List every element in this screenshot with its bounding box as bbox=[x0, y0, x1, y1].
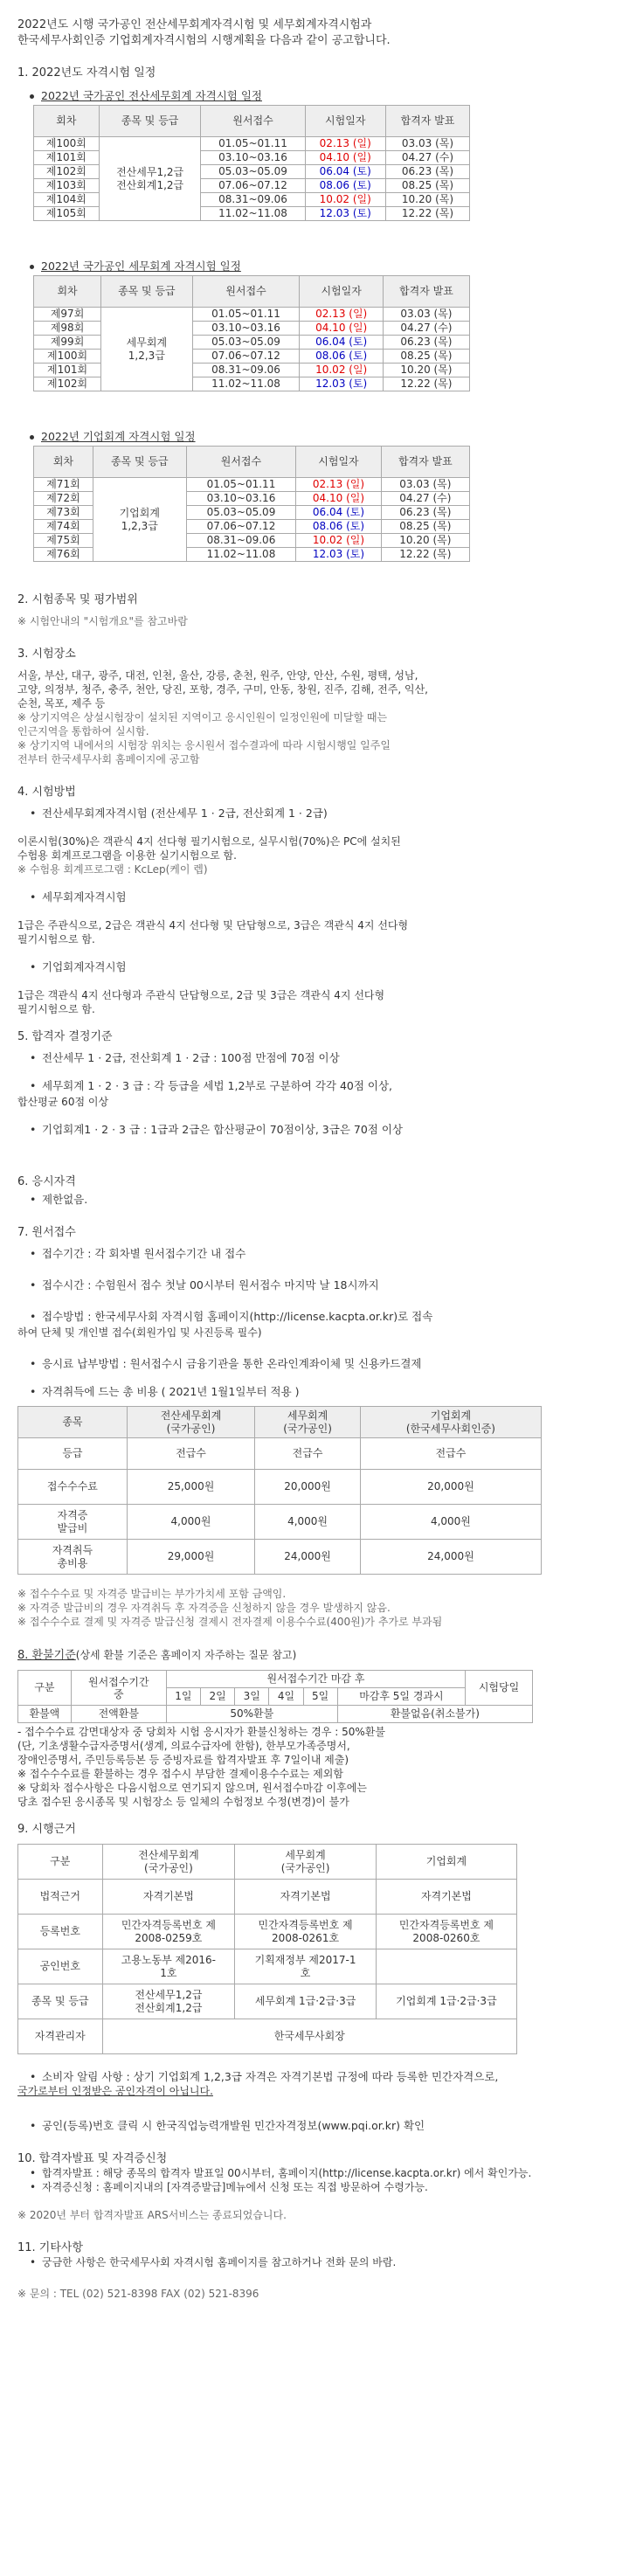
column-header: 합격자 발표 bbox=[383, 276, 469, 308]
bullet-item bbox=[30, 2119, 631, 2133]
apply-cell: 03.10~03.16 bbox=[201, 151, 305, 165]
bullet-continuation: 합산평균 60점 이상 bbox=[17, 1096, 109, 1108]
bullet-icon: • bbox=[30, 807, 37, 820]
grade-line: 1,2,3급 bbox=[128, 349, 165, 362]
round-cell: 제72회 bbox=[34, 492, 93, 506]
exam-date-cell: 04.10 (일) bbox=[305, 151, 385, 165]
paragraph-line: 수험용 회계프로그램을 이용한 실기시험으로 함. bbox=[17, 849, 237, 862]
location-note: ※ 상기지역 내에서의 시험장 위치는 응시원서 접수결과에 따라 시험시행일 일주일 bbox=[17, 739, 391, 751]
bullet-text: 접수방법 : 한국세무사회 자격시험 홈페이지(http://license.kacpta.or.kr)로 접속 bbox=[42, 1310, 433, 1323]
fee-cell: 20,000원 bbox=[360, 1470, 541, 1505]
round-cell: 제75회 bbox=[34, 534, 93, 548]
bullet-item bbox=[30, 807, 631, 821]
bullet-icon: • bbox=[30, 2119, 37, 2132]
column-header: 합격자 발표 bbox=[381, 447, 469, 478]
basis-header: 구분 bbox=[18, 1845, 103, 1880]
bullet-text: 공인(등록)번호 클릭 시 한국직업능력개발원 민간자격정보(www.pqi.or.kr) 확인 bbox=[42, 2119, 425, 2132]
schedule-table bbox=[33, 446, 470, 562]
exam-date-cell: 06.04 (토) bbox=[305, 165, 385, 179]
apply-cell: 07.06~07.12 bbox=[201, 179, 305, 193]
column-header: 시험일자 bbox=[305, 106, 385, 137]
fee-cell: 4,000원 bbox=[360, 1505, 541, 1540]
section-title bbox=[17, 1648, 631, 1663]
paragraph-line: 필기시험으로 함. bbox=[17, 933, 95, 945]
exam-locations bbox=[17, 668, 631, 766]
apply-cell: 01.05~01.11 bbox=[192, 308, 300, 322]
fee-cell: 접수수수료 bbox=[18, 1470, 128, 1505]
section-title: 9. 시행근거 bbox=[17, 1823, 76, 1836]
fee-cell: 등급 bbox=[18, 1438, 128, 1470]
basis-cell: 자격기본법 bbox=[376, 1880, 516, 1915]
bullet-text: 전산세무회계자격시험 (전산세무 1 · 2급, 전산회계 1 · 2급) bbox=[42, 807, 328, 820]
bullet-icon: • bbox=[30, 1385, 37, 1398]
basis-cell: 기업회계 1급·2급·3급 bbox=[376, 1984, 516, 2019]
refund-none: 환불없음(취소불가) bbox=[337, 1706, 532, 1723]
bullet-item bbox=[30, 1247, 631, 1261]
fee-cell: 25,000원 bbox=[127, 1470, 254, 1505]
schedule-table bbox=[33, 105, 470, 221]
bullet-icon: • bbox=[30, 1051, 37, 1064]
table-row bbox=[18, 1505, 542, 1540]
refund-header: 시험당일 bbox=[466, 1671, 533, 1706]
bullet-icon: • bbox=[30, 1357, 37, 1370]
result-cell: 08.25 (목) bbox=[383, 350, 469, 364]
bullet-icon: • bbox=[30, 1247, 37, 1260]
location-line: 서울, 부산, 대구, 광주, 대전, 인천, 울산, 강릉, 춘천, 원주, 안양, 안산, 수원, 평택, 성남, bbox=[17, 669, 418, 682]
exam-date-cell: 04.10 (일) bbox=[296, 492, 381, 506]
exam-date-cell: 12.03 (토) bbox=[296, 548, 381, 562]
bullet-continuation: 국가로부터 인정받은 공인자격이 아닙니다. bbox=[17, 2085, 213, 2097]
refund-half: 50%환불 bbox=[166, 1706, 337, 1723]
column-header: 종목 및 등급 bbox=[93, 447, 186, 478]
bullet-item bbox=[30, 1278, 631, 1292]
table-row bbox=[34, 364, 470, 377]
basis-header: 세무회계 (국가공인) bbox=[235, 1845, 377, 1880]
column-header: 원서접수 bbox=[201, 106, 305, 137]
apply-cell: 05.03~05.09 bbox=[201, 165, 305, 179]
fee-cell: 전급수 bbox=[255, 1438, 361, 1470]
basis-cell: 민간자격등록번호 제 2008-0260호 bbox=[376, 1915, 516, 1949]
refund-day: 5일 bbox=[303, 1688, 337, 1706]
result-cell: 06.23 (목) bbox=[385, 165, 469, 179]
result-cell: 10.20 (목) bbox=[381, 534, 469, 548]
exam-date-cell: 06.04 (토) bbox=[300, 336, 383, 350]
table-row bbox=[18, 2019, 517, 2054]
bullet-text: 접수기간 : 각 회차별 원서접수기간 내 접수 bbox=[42, 1247, 246, 1260]
exam-date-cell: 12.03 (토) bbox=[300, 377, 383, 391]
round-cell: 제104회 bbox=[34, 193, 100, 207]
column-header: 원서접수 bbox=[186, 447, 296, 478]
table-row bbox=[34, 336, 470, 350]
basis-cell: 자격관리자 bbox=[18, 2019, 103, 2054]
paragraph-line: 필기시험으로 함. bbox=[17, 1003, 95, 1015]
exam-date-cell: 02.13 (일) bbox=[296, 478, 381, 492]
bullet-icon bbox=[30, 435, 34, 440]
round-cell: 제102회 bbox=[34, 165, 100, 179]
result-cell: 06.23 (목) bbox=[381, 506, 469, 520]
refund-day: 3일 bbox=[235, 1688, 269, 1706]
schedule-title: 2022년 기업회계 자격시험 일정 bbox=[41, 430, 196, 443]
basis-cell bbox=[376, 1949, 516, 1984]
column-header: 종목 및 등급 bbox=[99, 106, 201, 137]
basis-cell: 자격기본법 bbox=[102, 1880, 235, 1915]
fee-note: ※ 접수수수료 결제 및 자격증 발급신청 결제시 전자결제 이용수수료(400원)가 추가로 부과됨 bbox=[17, 1616, 443, 1628]
basis-cell: 한국세무사회장 bbox=[102, 2019, 516, 2054]
apply-cell: 01.05~01.11 bbox=[201, 137, 305, 151]
notice-document bbox=[17, 17, 631, 2301]
section-title: 2. 시험종목 및 평가범위 bbox=[17, 593, 138, 606]
exam-date-cell: 10.02 (일) bbox=[296, 534, 381, 548]
column-header: 원서접수 bbox=[192, 276, 300, 308]
bullet-item bbox=[30, 1079, 631, 1093]
paragraph-note: ※ 수험용 회계프로그램 : KcLep(케이 렙) bbox=[17, 863, 208, 876]
grade-line: 세무회계 bbox=[126, 336, 168, 349]
refund-header: 원서접수기간 중 bbox=[71, 1671, 166, 1706]
result-cell: 10.20 (목) bbox=[383, 364, 469, 377]
bullet-icon: • bbox=[30, 1079, 37, 1092]
exam-date-cell: 04.10 (일) bbox=[300, 322, 383, 336]
basis-cell: 세무회계 1급·2급·3급 bbox=[235, 1984, 377, 2019]
basis-table bbox=[17, 1844, 517, 2054]
intro bbox=[17, 17, 631, 49]
column-header: 시험일자 bbox=[296, 447, 381, 478]
apply-cell: 11.02~11.08 bbox=[192, 377, 300, 391]
refund-note: (단, 기초생활수급자증명서(생계, 의료수급자에 한함), 한부모가족증명서, bbox=[17, 1740, 350, 1752]
result-cell: 08.25 (목) bbox=[381, 520, 469, 534]
bullet-icon: • bbox=[30, 2070, 37, 2083]
section-title: 7. 원서접수 bbox=[17, 1226, 76, 1239]
table-row bbox=[34, 478, 470, 492]
table-row bbox=[34, 137, 470, 151]
apply-cell: 11.02~11.08 bbox=[201, 207, 305, 221]
refund-title: 8. 환불기준 bbox=[17, 1649, 76, 1662]
round-cell: 제76회 bbox=[34, 548, 93, 562]
bullet-icon: • bbox=[30, 2181, 37, 2193]
method-paragraph bbox=[17, 988, 631, 1016]
fee-cell: 4,000원 bbox=[255, 1505, 361, 1540]
result-cell: 03.03 (목) bbox=[381, 478, 469, 492]
exam-date-cell: 08.06 (토) bbox=[300, 350, 383, 364]
bullet-icon: • bbox=[30, 2167, 37, 2179]
apply-cell: 08.31~09.06 bbox=[201, 193, 305, 207]
fee-cell: 29,000원 bbox=[127, 1540, 254, 1575]
section-title: 3. 시험장소 bbox=[17, 647, 76, 661]
table-row bbox=[18, 1540, 542, 1575]
bullet-item bbox=[30, 1385, 631, 1399]
fee-notes bbox=[17, 1587, 631, 1629]
round-cell: 제101회 bbox=[34, 364, 101, 377]
round-cell: 제102회 bbox=[34, 377, 101, 391]
schedule-table bbox=[33, 275, 470, 391]
round-cell: 제105회 bbox=[34, 207, 100, 221]
location-line: 순천, 목포, 제주 등 bbox=[17, 697, 106, 710]
basis-cell: 민간자격등록번호 제 2008-0259호 bbox=[102, 1915, 235, 1949]
bullet-text: 자격취득에 드는 총 비용 ( 2021년 1월1일부터 적용 ) bbox=[42, 1385, 300, 1398]
column-header: 회차 bbox=[34, 447, 93, 478]
bullet-item bbox=[30, 1357, 631, 1371]
bullet-continuation: 하여 단체 및 개인별 접수(회원가입 및 사진등록 필수) bbox=[17, 1326, 262, 1339]
apply-cell: 08.31~09.06 bbox=[186, 534, 296, 548]
refund-full: 전액환불 bbox=[71, 1706, 166, 1723]
paragraph-line: 1급은 객관식 4지 선다형과 주관식 단답형으로, 2급 및 3급은 객관식 4지 선다형 bbox=[17, 989, 385, 1001]
round-cell: 제103회 bbox=[34, 179, 100, 193]
table-row bbox=[18, 1470, 542, 1505]
refund-header: 구분 bbox=[18, 1671, 72, 1706]
table-row bbox=[18, 1984, 517, 2019]
result-cell: 03.03 (목) bbox=[385, 137, 469, 151]
apply-cell: 05.03~05.09 bbox=[186, 506, 296, 520]
basis-cell: 전산세무1,2급 전산회계1,2급 bbox=[102, 1984, 235, 2019]
bullet-icon bbox=[30, 265, 34, 269]
bullet-text: 세무회계자격시험 bbox=[42, 890, 127, 904]
bullet-item bbox=[30, 2070, 631, 2084]
location-note: 전부터 한국세무사회 홈페이지에 공고함 bbox=[17, 753, 200, 765]
section-title: 6. 응시자격 bbox=[17, 1175, 76, 1188]
apply-cell: 05.03~05.09 bbox=[192, 336, 300, 350]
refund-notes bbox=[17, 1725, 631, 1809]
bullet-text: 합격자발표 : 해당 종목의 합격자 발표일 00시부터, 홈페이지(http://license.kacpta.or.kr) 에서 확인가능. bbox=[42, 2167, 532, 2179]
paragraph-line: 이론시험(30%)은 객관식 4지 선다형 필기시험으로, 실무시험(70%)은 PC에 설치된 bbox=[17, 835, 401, 848]
grade-line: 전산회계1,2급 bbox=[116, 178, 184, 191]
schedule-title: 2022년 국가공인 전산세무회계 자격시험 일정 bbox=[41, 89, 262, 102]
result-cell: 04.27 (수) bbox=[385, 151, 469, 165]
fee-note: ※ 자격증 발급비의 경우 자격취득 후 자격증을 신청하지 않을 경우 발생하지 않음. bbox=[17, 1602, 391, 1614]
column-header: 시험일자 bbox=[300, 276, 383, 308]
apply-cell: 11.02~11.08 bbox=[186, 548, 296, 562]
column-header: 합격자 발표 bbox=[385, 106, 469, 137]
refund-day: 2일 bbox=[201, 1688, 235, 1706]
result-cell: 12.22 (목) bbox=[385, 207, 469, 221]
refund-note: ※ 당회차 접수사항은 다음시험으로 연기되지 않으며, 원서접수마감 이후에는 bbox=[17, 1782, 367, 1794]
bullet-icon: • bbox=[30, 1193, 37, 1206]
table-row bbox=[18, 1880, 517, 1915]
basis-cell: 공인번호 bbox=[18, 1949, 103, 1984]
refund-note: ※ 접수수수료를 환불하는 경우 접수시 부담한 결제이용수수료는 제외함 bbox=[17, 1768, 343, 1780]
method-paragraph bbox=[17, 918, 631, 946]
bullet-text: 자격증신청 : 홈페이지내의 [자격증발급]메뉴에서 신청 또는 직접 방문하여 수령가능. bbox=[42, 2181, 428, 2193]
bullet-text: 제한없음. bbox=[42, 1193, 88, 1206]
table-row bbox=[18, 1949, 517, 1984]
intro-line: 2022년도 시행 국가공인 전산세무회계자격시험 및 세무회계자격시험과 bbox=[17, 18, 372, 31]
column-header: 회차 bbox=[34, 106, 100, 137]
result-cell: 04.27 (수) bbox=[381, 492, 469, 506]
round-cell: 제71회 bbox=[34, 478, 93, 492]
bullet-item bbox=[30, 2166, 631, 2180]
apply-cell: 08.31~09.06 bbox=[192, 364, 300, 377]
bullet-text: 세무회계 1 · 2 · 3 급 : 각 등급을 세법 1,2부로 구분하여 각각 40점 이상, bbox=[42, 1079, 393, 1092]
paragraph-line: 1급은 주관식으로, 2급은 객관식 4지 선다형 및 단답형으로, 3급은 객관식 4지 선다형 bbox=[17, 919, 409, 931]
basis-cell: 등록번호 bbox=[18, 1915, 103, 1949]
section-title: 5. 합격자 결정기준 bbox=[17, 1030, 113, 1043]
bullet-icon: • bbox=[30, 2256, 37, 2268]
fee-cell: 자격증 발급비 bbox=[18, 1505, 128, 1540]
exam-date-cell: 10.02 (일) bbox=[300, 364, 383, 377]
fee-cell: 20,000원 bbox=[255, 1470, 361, 1505]
round-cell: 제74회 bbox=[34, 520, 93, 534]
grade-line: 기업회계 bbox=[119, 506, 160, 519]
basis-header: 기업회계 bbox=[376, 1845, 516, 1880]
intro-line: 한국세무사회인증 기업회계자격시험의 시행계획을 다음과 같이 공고합니다. bbox=[17, 34, 391, 47]
round-cell: 제99회 bbox=[34, 336, 101, 350]
method-paragraph bbox=[17, 834, 631, 876]
bullet-icon bbox=[30, 94, 34, 99]
apply-cell: 07.06~07.12 bbox=[186, 520, 296, 534]
apply-cell: 03.10~03.16 bbox=[192, 322, 300, 336]
exam-date-cell: 08.06 (토) bbox=[305, 179, 385, 193]
column-header: 회차 bbox=[34, 276, 101, 308]
round-cell: 제98회 bbox=[34, 322, 101, 336]
location-note: ※ 상기지역은 상설시험장이 설치된 지역이고 응시인원이 일정인원에 미달할 때는 bbox=[17, 711, 388, 724]
result-cell: 12.22 (목) bbox=[381, 548, 469, 562]
refund-day: 4일 bbox=[269, 1688, 303, 1706]
schedule-subtitle bbox=[30, 260, 631, 274]
exam-date-cell: 08.06 (토) bbox=[296, 520, 381, 534]
bullet-icon: • bbox=[30, 1310, 37, 1323]
exam-date-cell: 06.04 (토) bbox=[296, 506, 381, 520]
section-note: ※ 시험안내의 "시험개요"를 참고바람 bbox=[17, 615, 188, 627]
section-title: 11. 기타사항 bbox=[17, 2241, 84, 2254]
refund-label: 환불액 bbox=[18, 1706, 72, 1723]
fee-cell: 전급수 bbox=[127, 1438, 254, 1470]
result-cell: 04.27 (수) bbox=[383, 322, 469, 336]
basis-cell: 자격기본법 bbox=[235, 1880, 377, 1915]
bullet-text: 소비자 알림 사항 : 상기 기업회계 1,2,3급 자격은 자격기본법 규정에 따라 등록한 민간자격으로, bbox=[42, 2070, 499, 2083]
refund-title-note: (상세 환불 기준은 홈페이지 자주하는 질문 참고) bbox=[75, 1649, 297, 1661]
round-cell: 제97회 bbox=[34, 308, 101, 322]
bullet-item bbox=[30, 1193, 631, 1207]
location-note: 인근지역을 통합하여 실시함. bbox=[17, 725, 149, 737]
exam-date-cell: 10.02 (일) bbox=[305, 193, 385, 207]
section-title: 10. 합격자발표 및 자격증신청 bbox=[17, 2152, 168, 2165]
fee-header: 종목 bbox=[18, 1407, 128, 1438]
grade-cell bbox=[99, 137, 201, 221]
fee-table bbox=[17, 1406, 542, 1575]
bullet-text: 응시료 납부방법 : 원서접수시 금융기관을 통한 온라인계좌이체 및 신용카드결제 bbox=[42, 1357, 422, 1370]
result-cell: 06.23 (목) bbox=[383, 336, 469, 350]
bullet-icon: • bbox=[30, 890, 37, 904]
exam-date-cell: 02.13 (일) bbox=[300, 308, 383, 322]
result-cell: 03.03 (목) bbox=[383, 308, 469, 322]
basis-cell: 기획재정부 제2017-1 호 bbox=[235, 1949, 377, 1984]
schedule-tables bbox=[17, 89, 631, 562]
apply-cell: 07.06~07.12 bbox=[192, 350, 300, 364]
bullet-item bbox=[30, 1123, 631, 1137]
table-row bbox=[34, 308, 470, 322]
fee-cell: 4,000원 bbox=[127, 1505, 254, 1540]
section-title: 1. 2022년도 자격시험 일정 bbox=[17, 66, 156, 80]
table-row bbox=[34, 322, 470, 336]
basis-cell: 종목 및 등급 bbox=[18, 1984, 103, 2019]
refund-day: 1일 bbox=[166, 1688, 200, 1706]
refund-note: 당초 접수된 응시종목 및 시험장소 등 일체의 수험정보 수정(변경)이 불가 bbox=[17, 1796, 349, 1808]
bullet-item bbox=[30, 960, 631, 974]
round-cell: 제73회 bbox=[34, 506, 93, 520]
refund-note: - 접수수수료 감면대상자 중 당회차 시험 응시자가 환불신청하는 경우 : 50%환불 bbox=[17, 1726, 385, 1738]
exam-date-cell: 02.13 (일) bbox=[305, 137, 385, 151]
column-header: 종목 및 등급 bbox=[101, 276, 192, 308]
fee-header: 기업회계 (한국세무사회인증) bbox=[360, 1407, 541, 1438]
bullet-text: 궁금한 사항은 한국세무사회 자격시험 홈페이지를 참고하거나 전화 문의 바람. bbox=[42, 2256, 397, 2268]
refund-day: 마감후 5일 경과시 bbox=[337, 1688, 465, 1706]
fee-header: 전산세무회계 (국가공인) bbox=[127, 1407, 254, 1438]
round-cell: 제100회 bbox=[34, 350, 101, 364]
bullet-item bbox=[30, 2255, 631, 2269]
apply-cell: 03.10~03.16 bbox=[186, 492, 296, 506]
basis-header: 전산세무회계 (국가공인) bbox=[102, 1845, 235, 1880]
grade-line: 1,2,3급 bbox=[121, 519, 158, 532]
grade-cell bbox=[93, 478, 186, 562]
fee-cell: 전급수 bbox=[360, 1438, 541, 1470]
schedule-title: 2022년 국가공인 세무회계 자격시험 일정 bbox=[41, 260, 241, 273]
bullet-item bbox=[30, 1051, 631, 1065]
table-row bbox=[18, 1438, 542, 1470]
fee-cell: 24,000원 bbox=[360, 1540, 541, 1575]
fee-note: ※ 접수수수료 및 자격증 발급비는 부가가치세 포함 금액임. bbox=[17, 1588, 287, 1600]
table-row bbox=[18, 1915, 517, 1949]
table-row bbox=[34, 377, 470, 391]
location-line: 고양, 의정부, 청주, 충주, 천안, 당진, 포항, 경주, 구미, 안동, 창원, 진주, 김해, 전주, 익산, bbox=[17, 683, 428, 696]
bullet-text: 전산세무 1 · 2급, 전산회계 1 · 2급 : 100점 만점에 70점 이상 bbox=[42, 1051, 340, 1064]
bullet-text: 기업회계1 · 2 · 3 급 : 1급과 2급은 합산평균이 70점이상, 3급은 70점 이상 bbox=[42, 1123, 403, 1136]
bullet-icon: • bbox=[30, 1123, 37, 1136]
result-cell: 12.22 (목) bbox=[383, 377, 469, 391]
exam-date-cell: 12.03 (토) bbox=[305, 207, 385, 221]
contact-info: ※ 문의 : TEL (02) 521-8398 FAX (02) 521-8396 bbox=[17, 2288, 259, 2300]
fee-cell: 24,000원 bbox=[255, 1540, 361, 1575]
bullet-item bbox=[30, 1310, 631, 1324]
bullet-icon: • bbox=[30, 960, 37, 973]
refund-note: 장애인증명서, 주민등록등본 등 증빙자료를 합격자발표 후 7일이내 제출) bbox=[17, 1754, 349, 1766]
refund-header: 원서접수기간 마감 후 bbox=[166, 1671, 465, 1688]
round-cell: 제100회 bbox=[34, 137, 100, 151]
bullet-text: 접수시간 : 수험원서 접수 첫날 00시부터 원서접수 마지막 날 18시까지 bbox=[42, 1278, 379, 1291]
schedule-subtitle bbox=[30, 430, 631, 444]
bullet-text: 기업회계자격시험 bbox=[42, 960, 127, 973]
result-cell: 08.25 (목) bbox=[385, 179, 469, 193]
schedule-subtitle bbox=[30, 89, 631, 103]
grade-line: 전산세무1,2급 bbox=[116, 165, 184, 178]
refund-table bbox=[17, 1670, 533, 1723]
basis-cell: 법적근거 bbox=[18, 1880, 103, 1915]
section-title: 4. 시험방법 bbox=[17, 786, 76, 799]
bullet-item bbox=[30, 2180, 631, 2194]
basis-cell: 민간자격등록번호 제 2008-0261호 bbox=[235, 1915, 377, 1949]
grade-cell bbox=[101, 308, 192, 391]
basis-cell: 고용노동부 제2016- 1호 bbox=[102, 1949, 235, 1984]
apply-cell: 01.05~01.11 bbox=[186, 478, 296, 492]
result-cell: 10.20 (목) bbox=[385, 193, 469, 207]
table-row bbox=[34, 350, 470, 364]
fee-cell: 자격취득 총비용 bbox=[18, 1540, 128, 1575]
fee-header: 세무회계 (국가공인) bbox=[255, 1407, 361, 1438]
bullet-icon: • bbox=[30, 1278, 37, 1291]
bullet-item bbox=[30, 890, 631, 904]
section-note: ※ 2020년 부터 합격자발표 ARS서비스는 종료되었습니다. bbox=[17, 2209, 287, 2221]
round-cell: 제101회 bbox=[34, 151, 100, 165]
